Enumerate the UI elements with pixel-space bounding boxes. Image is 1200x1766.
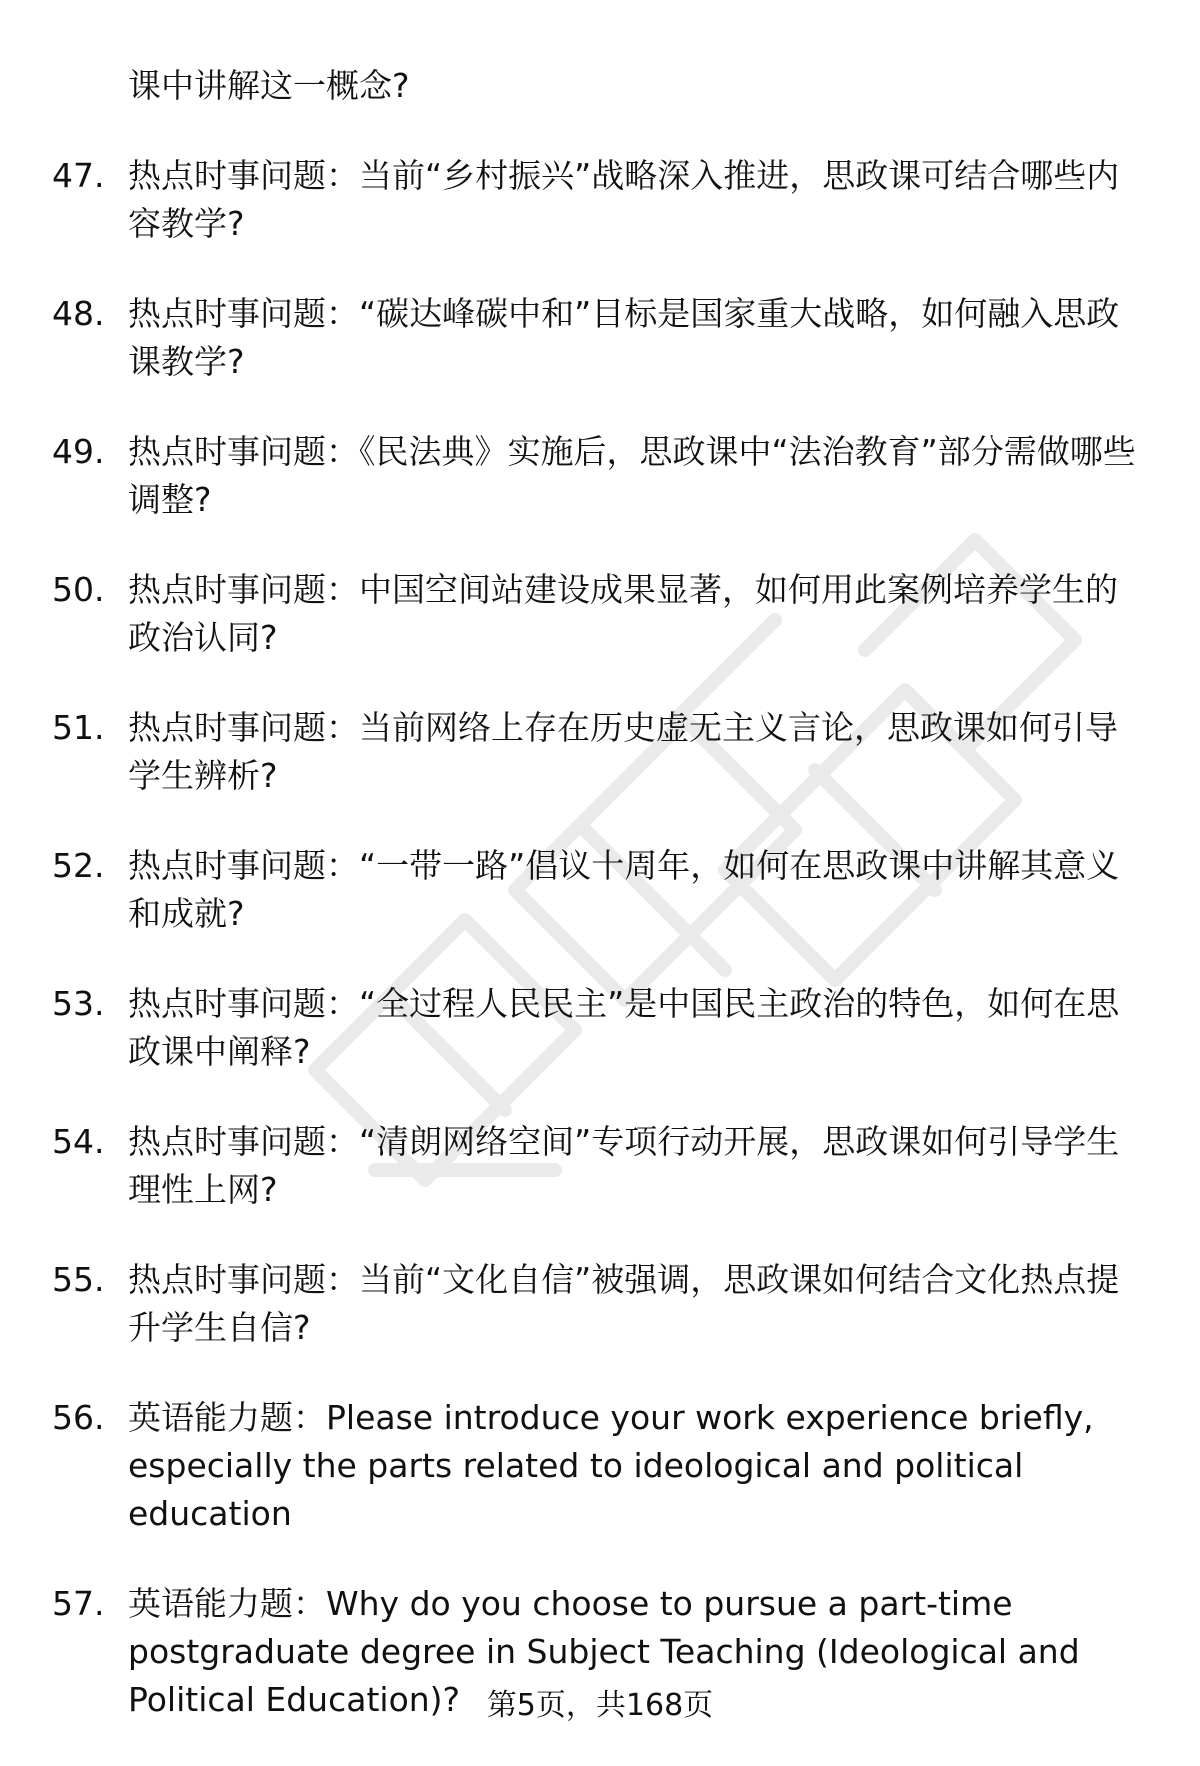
- question-item-56: [52, 1394, 1140, 1538]
- question-item-47: [52, 152, 1140, 248]
- question-text: 热点时事问题：当前网络上存在历史虚无主义言论，思政课如何引导学生辨析?: [128, 708, 1118, 795]
- question-text: 热点时事问题：当前“乡村振兴”战略深入推进，思政课可结合哪些内容教学?: [128, 156, 1120, 243]
- question-item-51: [52, 704, 1140, 800]
- question-item-53: [52, 980, 1140, 1076]
- continuation-text: 课中讲解这一概念?: [128, 66, 410, 105]
- question-text: 热点时事问题：中国空间站建设成果显著，如何用此案例培养学生的政治认同?: [128, 570, 1118, 657]
- question-number: 49.: [52, 432, 105, 471]
- question-text: 热点时事问题：《民法典》实施后，思政课中“法治教育”部分需做哪些调整?: [128, 432, 1136, 519]
- question-text: 热点时事问题：当前“文化自信”被强调，思政课如何结合文化热点提升学生自信?: [128, 1260, 1120, 1347]
- question-number: 55.: [52, 1260, 105, 1299]
- question-item-50: [52, 566, 1140, 662]
- question-number: 47.: [52, 156, 105, 195]
- question-number: 51.: [52, 708, 105, 747]
- question-number: 53.: [52, 984, 105, 1023]
- question-item-54: [52, 1118, 1140, 1214]
- page-footer: 第5页，共168页: [486, 1688, 714, 1723]
- question-text: 热点时事问题：“一带一路”倡议十周年，如何在思政课中讲解其意义和成就?: [128, 846, 1120, 933]
- question-number: 54.: [52, 1122, 105, 1161]
- question-item-48: [52, 290, 1140, 386]
- question-item-52: [52, 842, 1140, 938]
- question-number: 50.: [52, 570, 105, 609]
- question-list: [52, 62, 1140, 1766]
- question-text: 热点时事问题：“清朗网络空间”专项行动开展，思政课如何引导学生理性上网?: [128, 1122, 1120, 1209]
- question-number: 48.: [52, 294, 105, 333]
- question-text: 英语能力题：Please introduce your work experience briefly, especially the parts related to ideological and political education: [128, 1398, 1094, 1533]
- question-text: 热点时事问题：“全过程人民民主”是中国民主政治的特色，如何在思政课中阐释?: [128, 984, 1120, 1071]
- question-item-49: [52, 428, 1140, 524]
- question-number: 56.: [52, 1398, 105, 1437]
- question-number: 52.: [52, 846, 105, 885]
- question-text: 热点时事问题：“碳达峰碳中和”目标是国家重大战略，如何融入思政课教学?: [128, 294, 1120, 381]
- question-number: 57.: [52, 1584, 105, 1623]
- question-item-55: [52, 1256, 1140, 1352]
- question-text: 英语能力题：Why do you choose to pursue a part-time postgraduate degree in Subject Teaching (Ideological and Political Education)?: [128, 1584, 1080, 1719]
